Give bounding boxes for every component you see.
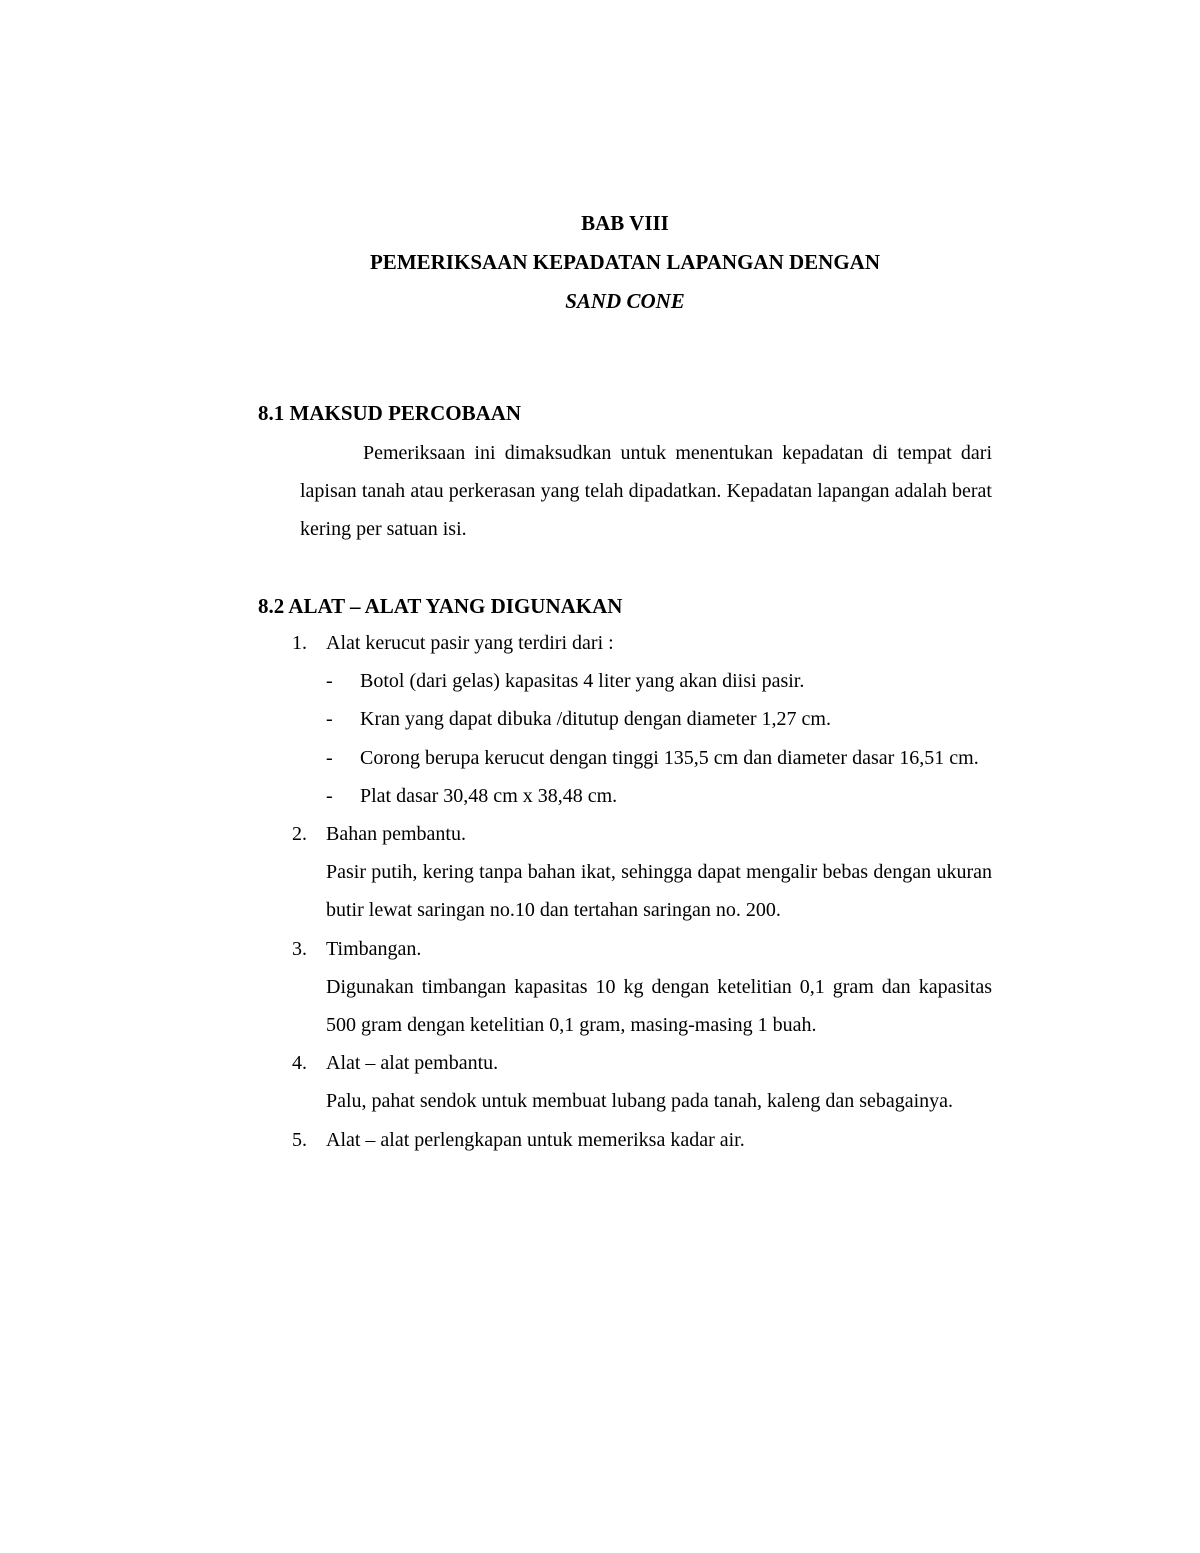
chapter-number: BAB VIII	[581, 211, 669, 235]
list-item-number: 1.	[292, 632, 307, 654]
sub-list-item	[326, 777, 992, 815]
purpose-paragraph: Pemeriksaan ini dimaksudkan untuk menentukan kepadatan di tempat dari lapisan tanah atau perkerasan yang telah dipadatkan. Kepadatan lapangan adalah berat kering per satuan isi.	[300, 442, 992, 541]
list-item-description: Digunakan timbangan kapasitas 10 kg dengan ketelitian 0,1 gram dan kapasitas 500 gram dengan ketelitian 0,1 gram, masing-masing 1 buah.	[326, 975, 992, 1037]
chapter-title: PEMERIKSAAN KEPADATAN LAPANGAN DENGAN	[369, 250, 881, 274]
list-item-label: Bahan pembantu.	[326, 823, 466, 846]
list-item-number: 4.	[292, 1052, 307, 1075]
dash-bullet: -	[326, 746, 333, 769]
dash-bullet: -	[326, 708, 333, 731]
list-item-label: Alat – alat pembantu.	[326, 1052, 499, 1075]
sub-list-item	[326, 700, 992, 738]
sub-list-item-text: Plat dasar 30,48 cm x 38,48 cm.	[360, 784, 618, 807]
sub-list-item-text: Botol (dari gelas) kapasitas 4 liter yang akan diisi pasir.	[360, 670, 805, 693]
dash-bullet: -	[326, 670, 333, 693]
list-item	[292, 930, 992, 1045]
dash-bullet: -	[326, 784, 333, 807]
list-item-description: Palu, pahat sendok untuk membuat lubang pada tanah, kaleng dan sebagainya.	[326, 1090, 954, 1113]
list-item-description: Pasir putih, kering tanpa bahan ikat, sehingga dapat mengalir bebas dengan ukuran butir lewat saringan no.10 dan tertahan saringan no. 200.	[326, 861, 992, 922]
list-item	[292, 1044, 992, 1120]
section-heading-purpose: 8.1 MAKSUD PERCOBAAN	[258, 401, 522, 425]
list-item-number: 5.	[292, 1128, 307, 1151]
sub-list-item-text: Corong berupa kerucut dengan tinggi 135,5 cm dan diameter dasar 16,51 cm.	[360, 746, 979, 769]
list-item	[292, 1121, 992, 1159]
tools-list	[292, 624, 992, 1159]
list-item-number: 3.	[292, 937, 307, 960]
sub-list	[326, 662, 992, 815]
list-item-label: Alat kerucut pasir yang terdiri dari :	[326, 632, 614, 654]
list-item-number: 2.	[292, 823, 307, 846]
list-item-label: Timbangan.	[326, 937, 422, 960]
chapter-subtitle: SAND CONE	[565, 289, 685, 313]
list-item	[292, 624, 992, 815]
list-item-label: Alat – alat perlengkapan untuk memeriksa kadar air.	[326, 1128, 745, 1151]
sub-list-item-text: Kran yang dapat dibuka /ditutup dengan diameter 1,27 cm.	[360, 708, 831, 731]
sub-list-item	[326, 739, 992, 777]
sub-list-item	[326, 662, 992, 700]
section-heading-tools: 8.2 ALAT – ALAT YANG DIGUNAKAN	[258, 594, 623, 618]
list-item	[292, 815, 992, 930]
